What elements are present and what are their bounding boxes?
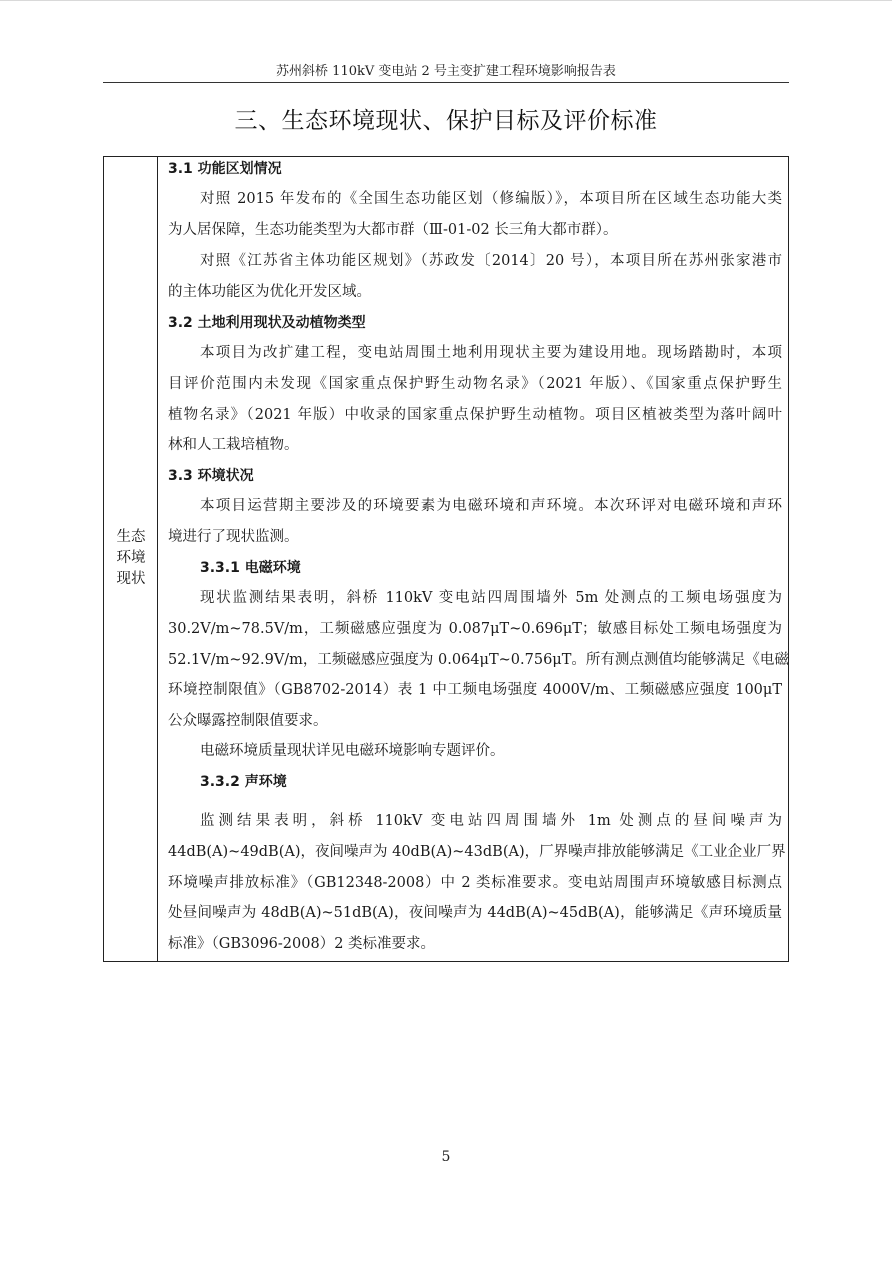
paragraph-line: 标准》（GB3096-2008）2 类标准要求。 xyxy=(168,936,436,952)
paragraph-line: 30.2V/m~78.5V/m，工频磁感应强度为 0.087μT~0.696μT；敏感目标处工频电场强度为 xyxy=(168,621,782,637)
running-header: 苏州斜桥 110kV 变电站 2 号主变扩建工程环境影响报告表 xyxy=(276,64,616,79)
paragraph-line: 境进行了现状监测。 xyxy=(168,529,299,545)
paragraph-line: 本项目运营期主要涉及的环境要素为电磁环境和声环境。本次环评对电磁环境和声环 xyxy=(200,498,782,514)
section-title: 三、生态环境现状、保护目标及评价标准 xyxy=(234,108,658,134)
heading-3-3: 3.3 环境状况 xyxy=(168,468,254,484)
heading-3-3-1: 3.3.1 电磁环境 xyxy=(200,560,301,576)
side-column xyxy=(104,157,158,961)
paragraph-line: 目评价范围内未发现《国家重点保护野生动物名录》（2021 年版）、《国家重点保护野生 xyxy=(168,376,782,392)
paragraph-line: 对照《江苏省主体功能区规划》（苏政发〔2014〕20 号），本项目所在苏州张家港市 xyxy=(200,253,782,269)
paragraph-line: 监测结果表明，斜桥 110kV 变电站四周围墙外 1m 处测点的昼间噪声为 xyxy=(200,813,782,829)
paragraph-line: 植物名录》（2021 年版）中收录的国家重点保护野生动植物。项目区植被类型为落叶阔叶 xyxy=(168,407,782,423)
content-table xyxy=(103,156,789,962)
paragraph-line: 本项目为改扩建工程，变电站周围土地利用现状主要为建设用地。现场踏勘时，本项 xyxy=(200,345,782,361)
page-number: 5 xyxy=(441,1149,451,1165)
paragraph-line: 电磁环境质量现状详见电磁环境影响专题评价。 xyxy=(200,743,505,759)
paragraph-line: 处昼间噪声为 48dB(A)~51dB(A)，夜间噪声为 44dB(A)~45dB(A)，能够满足《声环境质量 xyxy=(168,905,782,921)
paragraph-line: 环境噪声排放标准》（GB12348-2008）中 2 类标准要求。变电站周围声环境敏感目标测点 xyxy=(168,875,782,891)
paragraph-line: 52.1V/m~92.9V/m，工频磁感应强度为 0.064μT~0.756μT。所有测点测值均能够满足《电磁 xyxy=(168,652,789,668)
paragraph-line: 林和人工栽培植物。 xyxy=(168,437,299,453)
paragraph-line: 公众曝露控制限值要求。 xyxy=(168,713,328,729)
paragraph-line: 对照 2015 年发布的《全国生态功能区划（修编版）》，本项目所在区域生态功能大类 xyxy=(200,191,782,207)
side-label: 生态 环境 现状 xyxy=(116,529,146,587)
paragraph-line: 为人居保障，生态功能类型为大都市群（Ⅲ-01-02 长三角大都市群）。 xyxy=(168,222,618,238)
heading-3-2: 3.2 土地利用现状及动植物类型 xyxy=(168,315,366,331)
paragraph-line: 现状监测结果表明，斜桥 110kV 变电站四周围墙外 5m 处测点的工频电场强度为 xyxy=(200,590,782,606)
paragraph-line: 44dB(A)~49dB(A)，夜间噪声为 40dB(A)~43dB(A)，厂界噪声排放能够满足《工业企业厂界 xyxy=(168,844,786,860)
paragraph-line: 环境控制限值》（GB8702-2014）表 1 中工频电场强度 4000V/m、工频磁感应强度 100μT xyxy=(168,682,782,698)
heading-3-3-2: 3.3.2 声环境 xyxy=(200,774,287,790)
heading-3-1: 3.1 功能区划情况 xyxy=(168,161,282,177)
paragraph-line: 的主体功能区为优化开发区域。 xyxy=(168,284,371,300)
header-rule xyxy=(103,82,789,83)
page-top-border xyxy=(0,0,892,1)
